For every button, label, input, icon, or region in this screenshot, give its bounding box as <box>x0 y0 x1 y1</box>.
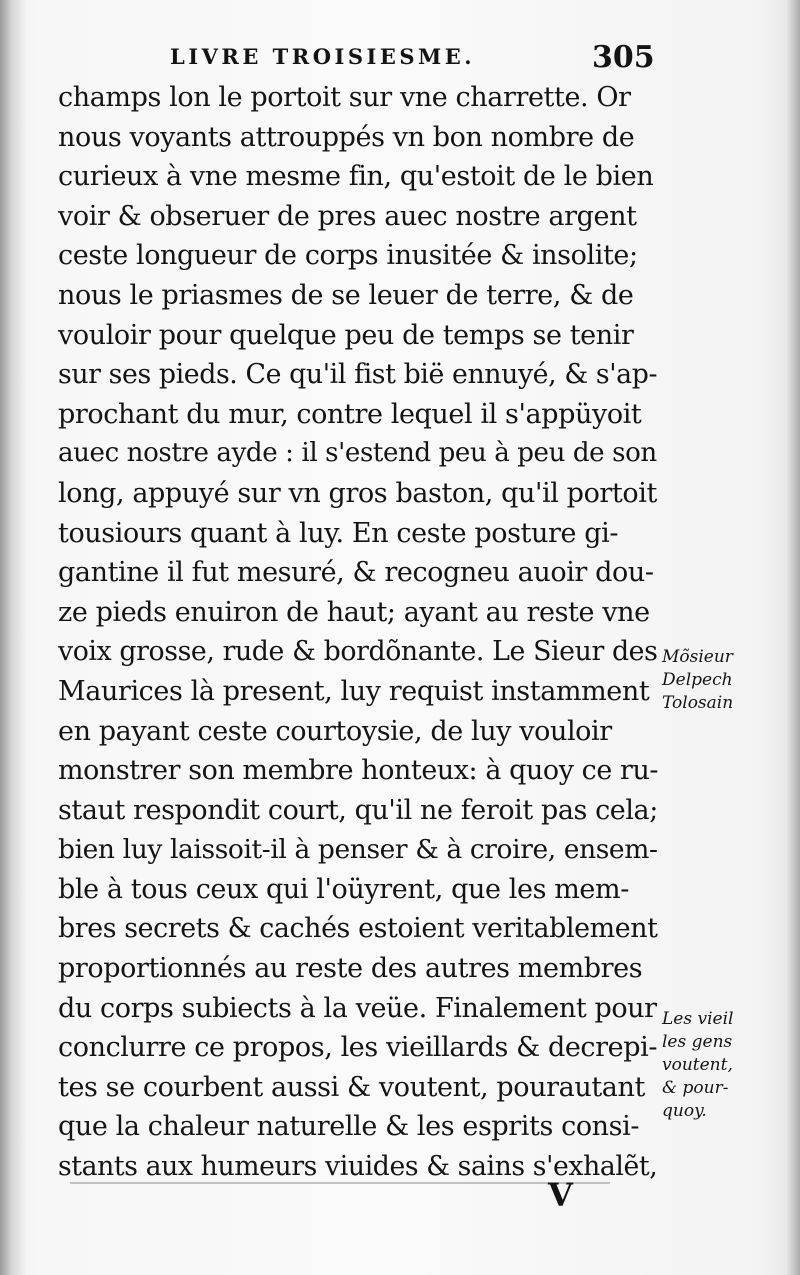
text-line: nous le priasmes de se leuer de terre, & de <box>58 279 634 311</box>
text-line: bres secrets & cachés estoient veritablement <box>58 913 658 945</box>
text-line: voir & obseruer de pres auec nostre argent <box>58 200 637 232</box>
text-line: champs lon le portoit sur vne charrette. Or <box>58 82 631 113</box>
running-head: LIVRE TROISIESME. <box>170 44 476 69</box>
margin-note-line: Delpech <box>662 670 733 690</box>
text-line: tousiours quant à luy. En ceste posture gi- <box>58 517 619 549</box>
text-line: monstrer son membre honteux: à quoy ce ru- <box>58 755 659 787</box>
book-spine-shadow <box>0 0 26 1275</box>
text-line: long, appuyé sur vn gros baston, qu'il portoit <box>58 477 657 509</box>
margin-note-line: Les vieil <box>662 1009 734 1029</box>
text-line: proportionnés au reste des autres membres <box>58 953 643 985</box>
text-line: bien luy laissoit-il à penser & à croire, ensem- <box>58 834 658 866</box>
text-line: en payant ceste courtoysie, de luy vouloir <box>58 715 612 747</box>
text-line: curieux à vne mesme fin, qu'estoit de le bien <box>58 161 654 193</box>
page-header <box>60 40 660 80</box>
text-line: ze pieds enuiron de haut; ayant au reste vne <box>58 596 650 628</box>
margin-note-line: voutent, <box>662 1055 733 1075</box>
text-line: auec nostre ayde : il s'estend peu à peu de son <box>58 438 657 469</box>
margin-note-line: Tolosain <box>662 693 734 713</box>
text-line: gantine il fut mesuré, & recogneu auoir dou- <box>58 557 654 589</box>
margin-note-line: & pour- <box>662 1078 729 1098</box>
text-line: voix grosse, rude & bordõnante. Le Sieur des <box>58 636 658 668</box>
margin-note-line: quoy. <box>662 1101 707 1121</box>
text-line: sur ses pieds. Ce qu'il fist bië ennuyé, & s'ap- <box>58 359 658 391</box>
text-line: ble à tous ceux qui l'oüyrent, que les mem- <box>58 873 629 905</box>
margin-note-delpech <box>662 646 794 715</box>
text-line: Maurices là present, luy requist instamment <box>58 675 650 707</box>
text-line: tes se courbent aussi & voutent, pourautant <box>58 1071 645 1103</box>
signature-mark: V <box>548 1176 573 1214</box>
text-line: conclurre ce propos, les vieillards & decrepi- <box>58 1032 658 1064</box>
text-line: nous voyants attrouppés vn bon nombre de <box>58 121 635 153</box>
bottom-rule <box>70 1182 610 1184</box>
margin-note-vieilles-gens <box>662 1008 794 1123</box>
margin-note-line: les gens <box>662 1032 733 1052</box>
text-line: que la chaleur naturelle & les esprits consi- <box>58 1111 640 1143</box>
text-line: vouloir pour quelque peu de temps se tenir <box>58 319 634 351</box>
text-line: du corps subiects à la veüe. Finalement pour <box>58 992 657 1024</box>
page-number: 305 <box>592 40 655 75</box>
margin-note-line: Mõsieur <box>662 647 733 667</box>
body-text <box>58 78 658 1187</box>
text-line: ceste longueur de corps inusitée & insolite; <box>58 240 638 272</box>
text-line: staut respondit court, qu'il ne feroit pas cela; <box>58 794 658 826</box>
text-line: prochant du mur, contre lequel il s'appüyoit <box>58 398 642 430</box>
text-line: stants aux humeurs viuides & sains s'exhalẽt, <box>58 1151 658 1183</box>
